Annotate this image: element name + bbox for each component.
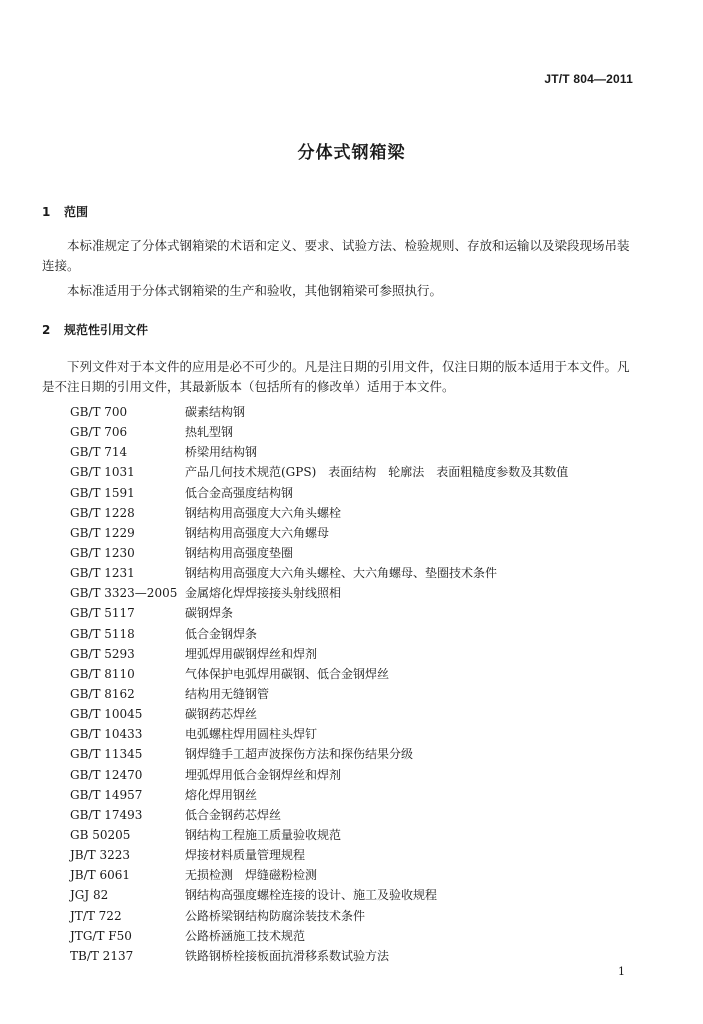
reference-name: 桥梁用结构钢 xyxy=(185,445,258,460)
paragraph-text: 本标准适用于分体式钢箱梁的生产和验收，其他钢箱梁可参照执行。 xyxy=(67,283,443,298)
reference-code: GB/T 5118 xyxy=(70,626,135,641)
reference-code: GB/T 17493 xyxy=(70,807,143,822)
reference-name: 埋弧焊用低合金钢焊丝和焊剂 xyxy=(185,767,342,782)
reference-item xyxy=(70,462,650,482)
reference-name: 钢结构用高强度大六角头螺栓 xyxy=(185,505,342,520)
reference-code: JGJ 82 xyxy=(70,888,109,903)
reference-code: GB 50205 xyxy=(70,827,131,842)
reference-name: 钢结构用高强度大六角头螺栓、大六角螺母、垫圈技术条件 xyxy=(185,566,498,581)
reference-code: GB/T 706 xyxy=(70,425,128,440)
reference-item xyxy=(70,503,650,523)
section-title: 范围 xyxy=(64,205,89,219)
reference-item xyxy=(70,704,650,724)
reference-code: GB/T 8110 xyxy=(70,666,135,681)
reference-item xyxy=(70,845,650,865)
reference-code: GB/T 8162 xyxy=(70,686,135,701)
reference-code: GB/T 1591 xyxy=(70,485,135,500)
section-number: 2 xyxy=(42,323,51,337)
section-heading-normative-references xyxy=(42,321,148,338)
reference-code: GB/T 10433 xyxy=(70,727,143,742)
reference-name: 熔化焊用钢丝 xyxy=(185,787,258,802)
reference-item xyxy=(70,744,650,764)
reference-item xyxy=(70,684,650,704)
reference-item xyxy=(70,523,650,543)
section-number: 1 xyxy=(42,205,51,219)
reference-name: 钢结构用高强度垫圈 xyxy=(185,545,294,560)
reference-code: GB/T 1229 xyxy=(70,525,135,540)
reference-code: TB/T 2137 xyxy=(70,948,134,963)
scope-paragraph-1 xyxy=(42,236,636,276)
paragraph-text: 本标准规定了分体式钢箱梁的术语和定义、要求、试验方法、检验规则、存放和运输以及梁段现场吊装连接。 xyxy=(42,238,630,273)
reference-name: 钢焊缝手工超声波探伤方法和探伤结果分级 xyxy=(185,747,414,762)
reference-name: 结构用无缝钢管 xyxy=(185,686,270,701)
reference-code: GB/T 5117 xyxy=(70,606,135,621)
reference-item xyxy=(70,724,650,744)
reference-item xyxy=(70,563,650,583)
reference-name: 热轧型钢 xyxy=(185,425,234,440)
reference-item xyxy=(70,624,650,644)
reference-item xyxy=(70,402,650,422)
reference-code: GB/T 12470 xyxy=(70,767,143,782)
reference-name: 钢结构高强度螺栓连接的设计、施工及验收规程 xyxy=(185,888,438,903)
paragraph-text: 下列文件对于本文件的应用是必不可少的。凡是注日期的引用文件，仅注日期的版本适用于本文件。凡是不注日期的引用文件，其最新版本（包括所有的修改单）适用于本文件。 xyxy=(42,359,630,394)
reference-name: 焊接材料质量管理规程 xyxy=(185,848,306,863)
reference-item xyxy=(70,785,650,805)
reference-name: 低合金钢药芯焊丝 xyxy=(185,807,282,822)
reference-code: GB/T 714 xyxy=(70,445,128,460)
reference-item xyxy=(70,442,650,462)
reference-code: GB/T 1031 xyxy=(70,465,135,480)
reference-code: GB/T 5293 xyxy=(70,646,135,661)
reference-code: GB/T 3323—2005 xyxy=(70,586,178,601)
reference-item xyxy=(70,422,650,442)
reference-item xyxy=(70,765,650,785)
reference-item xyxy=(70,483,650,503)
reference-item xyxy=(70,543,650,563)
section-heading-scope xyxy=(42,203,88,220)
reference-code: GB/T 1230 xyxy=(70,545,135,560)
reference-name: 产品几何技术规范(GPS) 表面结构 轮廓法 表面粗糙度参数及其数值 xyxy=(185,465,569,480)
reference-item xyxy=(70,825,650,845)
reference-item xyxy=(70,644,650,664)
reference-item xyxy=(70,603,650,623)
document-code: JT/T 804—2011 xyxy=(544,72,633,86)
reference-name: 铁路钢桥栓接板面抗滑移系数试验方法 xyxy=(185,948,390,963)
document-title: 分体式钢箱梁 xyxy=(297,143,406,163)
reference-item xyxy=(70,664,650,684)
reference-code: GB/T 14957 xyxy=(70,787,143,802)
reference-item xyxy=(70,865,650,885)
page-number: 1 xyxy=(618,965,625,978)
section-title: 规范性引用文件 xyxy=(64,323,149,337)
reference-code: GB/T 10045 xyxy=(70,707,143,722)
reference-code: JT/T 722 xyxy=(70,908,122,923)
reference-name: 电弧螺柱焊用圆柱头焊钉 xyxy=(185,727,318,742)
reference-name: 碳钢焊条 xyxy=(185,606,234,621)
reference-name: 碳钢药芯焊丝 xyxy=(185,707,258,722)
reference-item xyxy=(70,885,650,905)
reference-name: 低合金钢焊条 xyxy=(185,626,258,641)
reference-code: JB/T 3223 xyxy=(70,848,131,863)
reference-name: 碳素结构钢 xyxy=(185,405,246,419)
reference-item xyxy=(70,583,650,603)
reference-name: 公路桥梁钢结构防腐涂装技术条件 xyxy=(185,908,366,923)
reference-list xyxy=(70,402,650,966)
reference-name: 低合金高强度结构钢 xyxy=(185,485,294,500)
reference-code: JB/T 6061 xyxy=(70,868,131,883)
references-intro-paragraph xyxy=(42,357,636,397)
reference-name: 金属熔化焊焊接接头射线照相 xyxy=(185,586,342,601)
reference-name: 埋弧焊用碳钢焊丝和焊剂 xyxy=(185,646,318,661)
reference-code: JTG/T F50 xyxy=(70,928,132,943)
reference-item xyxy=(70,946,650,966)
reference-name: 无损检测 焊缝磁粉检测 xyxy=(185,868,318,883)
reference-code: GB/T 1231 xyxy=(70,566,135,581)
reference-code: GB/T 1228 xyxy=(70,505,135,520)
reference-name: 气体保护电弧焊用碳钢、低合金钢焊丝 xyxy=(185,666,390,681)
reference-name: 钢结构工程施工质量验收规范 xyxy=(185,827,342,842)
reference-code: GB/T 700 xyxy=(70,405,128,419)
reference-item xyxy=(70,805,650,825)
scope-paragraph-2 xyxy=(42,281,636,301)
reference-name: 公路桥涵施工技术规范 xyxy=(185,928,306,943)
reference-item xyxy=(70,906,650,926)
reference-code: GB/T 11345 xyxy=(70,747,143,762)
reference-item xyxy=(70,926,650,946)
reference-name: 钢结构用高强度大六角螺母 xyxy=(185,525,330,540)
